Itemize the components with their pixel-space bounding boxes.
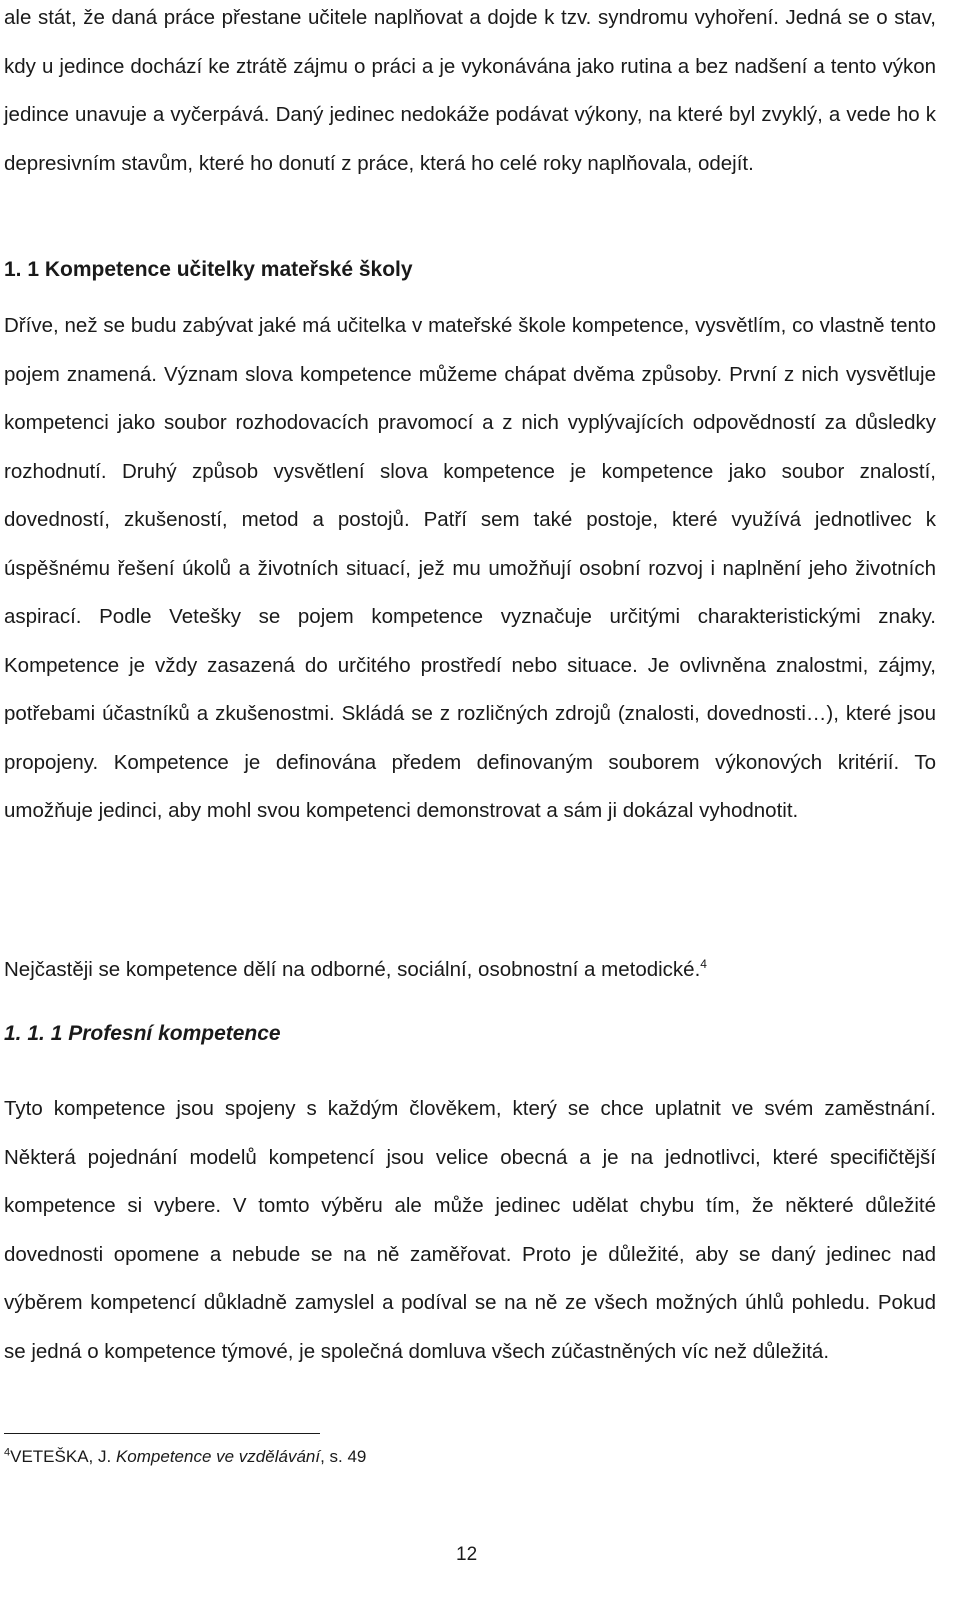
- footnote-author: VETEŠKA, J.: [10, 1447, 112, 1466]
- footnote-title: Kompetence ve vzdělávání: [115, 1447, 321, 1466]
- page-number: 12: [456, 1544, 478, 1565]
- subsection-heading: 1. 1. 1 Profesní kompetence: [4, 1022, 281, 1045]
- footnote-reference[interactable]: 4: [700, 957, 707, 972]
- footnote: [4, 1446, 366, 1468]
- footnote-separator: [4, 1433, 320, 1434]
- footnote-number: 4: [4, 1446, 11, 1459]
- professional-competence-paragraph: Tyto kompetence jsou spojeny s každým člověkem, který se chce uplatnit ve svém zaměstnání. Některá pojednání modelů kompetencí jsou velice obecná a je na jednotlivci, které specifičtější kompetence si vybere. V tomto výběru ale může jedinec udělat chybu tím, že některé důležité dovednosti opomene a nebude se na ně zaměřovat. Proto je důležité, aby se daný jedinec nad výběrem kompetencí důkladně zamyslel a podíval se na ně ze všech možných úhlů pohledu. Pokud se jedná o kompetence týmové, je společná domluva všech zúčastněných víc než důležitá.: [4, 1097, 936, 1363]
- footnote-pages: , s. 49: [320, 1447, 367, 1466]
- intro-paragraph: ale stát, že daná práce přestane učitele naplňovat a dojde k tzv. syndromu vyhoření. Jedná se o stav, kdy u jedince dochází ke ztrátě zájmu o práci a je vykonávána jako rutina a bez nadšení a tento výkon jedince unavuje a vyčerpává. Daný jedinec nedokáže podávat výkony, na které byl zvyklý, a vede ho k depresivním stavům, které ho donutí z práce, která ho celé roky naplňovala, odejít.: [4, 6, 936, 175]
- competence-paragraph: Dříve, než se budu zabývat jaké má učitelka v mateřské škole kompetence, vysvětlím, co vlastně tento pojem znamená. Význam slova kompetence můžeme chápat dvěma způsoby. První z nich vysvětluje kompetenci jako soubor rozhodovacích pravomocí a z nich vyplývajících odpovědností za důsledky rozhodnutí. Druhý způsob vysvětlení slova kompetence je kompetence jako soubor znalostí, dovedností, zkušeností, metod a postojů. Patří sem také postoje, které využívá jednotlivec k úspěšnému řešení úkolů a životních situací, jež mu umožňují osobní rozvoj i naplnění jeho životních aspirací. Podle Vetešky se pojem kompetence vyznačuje určitými charakteristickými znaky. Kompetence je vždy zasazená do určitého prostředí nebo situace. Je ovlivněna znalostmi, zájmy, potřebami účastníků a zkušenostmi. Skládá se z rozličných zdrojů (znalosti, dovednosti…), které jsou propojeny. Kompetence je definována předem definovaným souborem výkonových kritérií. To umožňuje jedinci, aby mohl svou kompetenci demonstrovat a sám ji dokázal vyhodnotit.: [4, 314, 936, 822]
- section-heading: 1. 1 Kompetence učitelky mateřské školy: [4, 258, 413, 281]
- division-paragraph: [4, 946, 936, 995]
- division-sentence: Nejčastěji se kompetence dělí na odborné, sociální, osobnostní a metodické.: [4, 958, 701, 981]
